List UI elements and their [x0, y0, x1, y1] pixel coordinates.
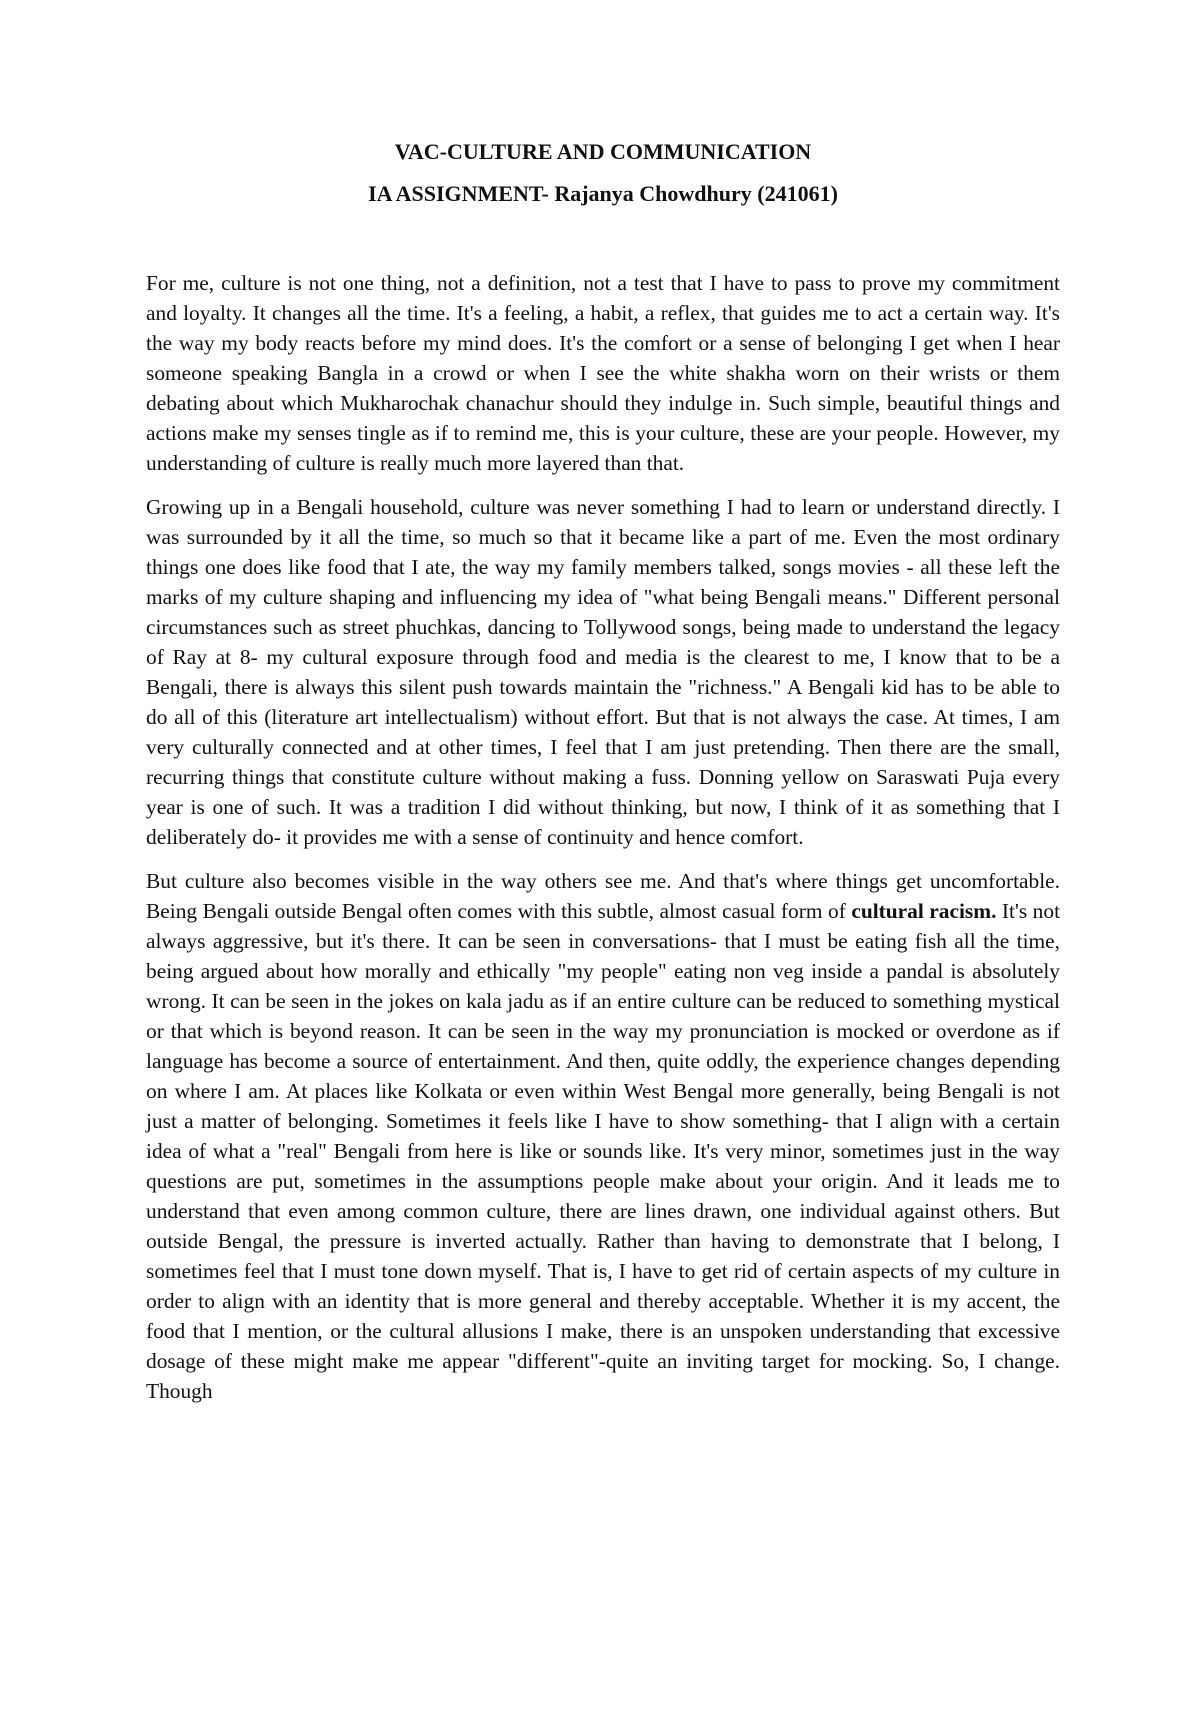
paragraph-2: Growing up in a Bengali household, culture was never something I had to learn or understand directly. I was surrounded by it all the time, so much so that it became like a part of me. Even the most ordinary things one does like food that I ate, the way my family members talked, songs movies - all these left the marks of my culture shaping and influencing my idea of "what being Bengali means." Different personal circumstances such as street phuchkas, dancing to Tollywood songs, being made to understand the legacy of Ray at 8- my cultural exposure through food and media is the clearest to me, I know that to be a Bengali, there is always this silent push towards maintain the "richness." A Bengali kid has to be able to do all of this (literature art intellectualism) without effort. But that is not always the case. At times, I am very culturally connected and at other times, I feel that I am just pretending. Then there are the small, recurring things that constitute culture without making a fuss. Donning yellow on Saraswati Puja every year is one of such. It was a tradition I did without thinking, but now, I think of it as something that I deliberately do- it provides me with a sense of continuity and hence comfort.: [146, 495, 1060, 849]
paragraph-1: For me, culture is not one thing, not a definition, not a test that I have to pass to prove my commitment and loyalty. It changes all the time. It's a feeling, a habit, a reflex, that guides me to act a certain way. It's the way my body reacts before my mind does. It's the comfort or a sense of belonging I get when I hear someone speaking Bangla in a crowd or when I see the white shakha worn on their wrists or them debating about which Mukharochak chanachur should they indulge in. Such simple, beautiful things and actions make my senses tingle as if to remind me, this is your culture, these are your people. However, my understanding of culture is really much more layered than that.: [146, 271, 1060, 475]
paragraph-3: [146, 866, 1060, 1406]
bold-phrase: cultural racism.: [851, 899, 997, 923]
document-body: [146, 268, 1060, 1406]
paragraph-3-text-start: But culture also becomes visible in the way others see me. And that's where things get uncomfortable. Being Bengali outside Bengal often comes with this subtle, almost casual form of: [146, 869, 1060, 923]
document-subtitle: IA ASSIGNMENT- Rajanya Chowdhury (241061): [368, 181, 838, 206]
document-title: VAC-CULTURE AND COMMUNICATION: [394, 139, 812, 164]
document-page: [146, 138, 1060, 1420]
paragraph-3-text-end: It's not always aggressive, but it's there. It can be seen in conversations- that I must be eating fish all the time, being argued about how morally and ethically "my people" eating non veg inside a pandal is absolutely wrong. It can be seen in the jokes on kala jadu as if an entire culture can be reduced to something mystical or that which is beyond reason. It can be seen in the way my pronunciation is mocked or overdone as if language has become a source of entertainment. And then, quite oddly, the experience changes depending on where I am. At places like Kolkata or even within West Bengal more generally, being Bengali is not just a matter of belonging. Sometimes it feels like I have to show something- that I align with a certain idea of what a "real" Bengali from here is like or sounds like. It's very minor, sometimes just in the way questions are put, sometimes in the assumptions people make about your origin. And it leads me to understand that even among common culture, there are lines drawn, one individual against others. But outside Bengal, the pressure is inverted actually. Rather than having to demonstrate that I belong, I sometimes feel that I must tone down myself. That is, I have to get rid of certain aspects of my culture in order to align with an identity that is more general and thereby acceptable. Whether it is my accent, the food that I mention, or the cultural allusions I make, there is an unspoken understanding that excessive dosage of these might make me appear "different"-quite an inviting target for mocking. So, I change. Though: [146, 899, 1061, 1403]
